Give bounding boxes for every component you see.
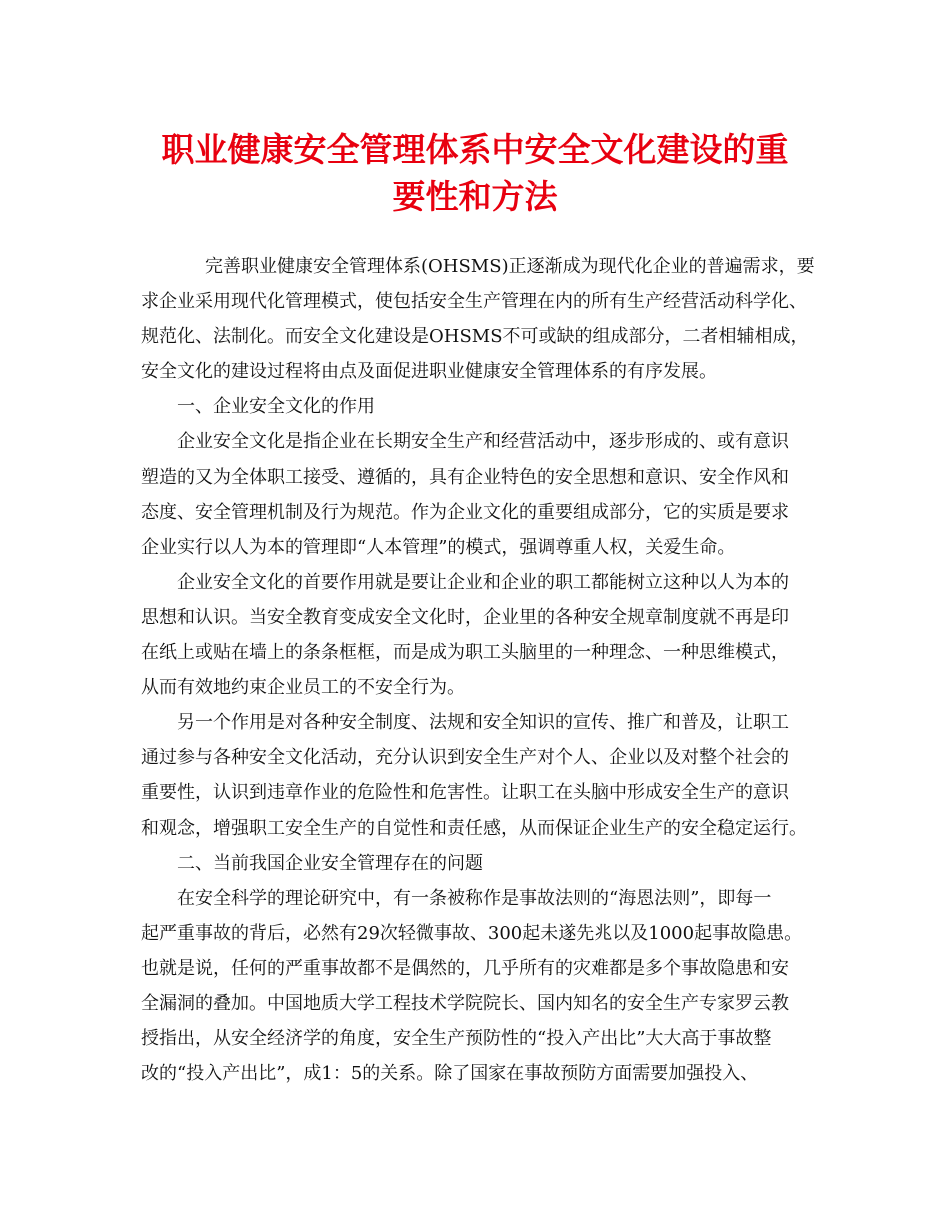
- paragraph-line: 从而有效地约束企业员工的不安全行为。: [141, 677, 465, 699]
- title-line: 要性和方法: [392, 177, 558, 216]
- title-line: 职业健康安全管理体系中安全文化建设的重: [161, 130, 789, 169]
- paragraph-line: 在纸上或贴在墙上的条条框框，而是成为职工头脑里的一种理念、一种思维模式，: [141, 642, 789, 664]
- paragraph-line: 安全文化的建设过程将由点及面促进职业健康安全管理体系的有序发展。: [141, 361, 717, 383]
- paragraph-line: 授指出，从安全经济学的角度，安全生产预防性的“投入产出比”大大高于事故整: [141, 1028, 772, 1050]
- document-body: [141, 249, 821, 1091]
- paragraph-line: 改的“投入产出比”，成1：5的关系。除了国家在事故预防方面需要加强投入、: [141, 1063, 759, 1085]
- section-heading: 二、当前我国企业安全管理存在的问题: [177, 852, 483, 874]
- paragraph-line: 企业安全文化的首要作用就是要让企业和企业的职工都能树立这种以人为本的: [177, 571, 789, 593]
- paragraph-line: 企业实行以人为本的管理即“人本管理”的模式，强调尊重人权，关爱生命。: [141, 536, 736, 558]
- paragraph-line: 起严重事故的背后，必然有29次轻微事故、300起未遂先兆以及1000起事故隐患。: [141, 922, 803, 944]
- paragraph-line: 重要性，认识到违章作业的危险性和危害性。让职工在头脑中形成安全生产的意识: [141, 782, 789, 804]
- paragraph-line: 企业安全文化是指企业在长期安全生产和经营活动中，逐步形成的、或有意识: [177, 431, 789, 453]
- paragraph-line: 全漏洞的叠加。中国地质大学工程技术学院院长、国内知名的安全生产专家罗云教: [141, 992, 789, 1014]
- section-heading: 一、企业安全文化的作用: [177, 396, 375, 418]
- paragraph-line: 在安全科学的理论研究中，有一条被称作是事故法则的“海恩法则”，即每一: [177, 887, 772, 909]
- paragraph-line: 求企业采用现代化管理模式，使包括安全生产管理在内的所有生产经营活动科学化、: [141, 291, 807, 313]
- paragraph-line: 通过参与各种安全文化活动，充分认识到安全生产对个人、企业以及对整个社会的: [141, 747, 789, 769]
- paragraph-line: 也就是说，任何的严重事故都不是偶然的，几乎所有的灾难都是多个事故隐患和安: [141, 957, 789, 979]
- paragraph-line: 另一个作用是对各种安全制度、法规和安全知识的宣传、推广和普及，让职工: [177, 712, 789, 734]
- paragraph-line: 态度、安全管理机制及行为规范。作为企业文化的重要组成部分，它的实质是要求: [141, 501, 789, 523]
- paragraph-line: 和观念，增强职工安全生产的自觉性和责任感，从而保证企业生产的安全稳定运行。: [141, 817, 807, 839]
- paragraph-line: 塑造的又为全体职工接受、遵循的，具有企业特色的安全思想和意识、安全作风和: [141, 466, 789, 488]
- paragraph-line: 思想和认识。当安全教育变成安全文化时，企业里的各种安全规章制度就不再是印: [141, 606, 789, 628]
- document-title: [120, 126, 830, 220]
- paragraph-line: 规范化、法制化。而安全文化建设是OHSMS不可或缺的组成部分，二者相辅相成，: [141, 326, 809, 348]
- paragraph-line: 完善职业健康安全管理体系(OHSMS)正逐渐成为现代化企业的普遍需求，要: [205, 256, 815, 277]
